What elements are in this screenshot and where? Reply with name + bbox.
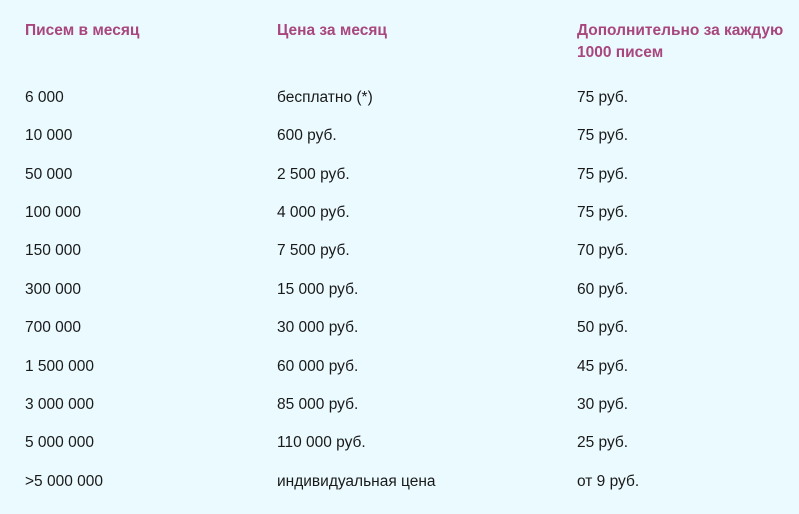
cell-letters: 50 000 bbox=[25, 166, 73, 183]
cell-extra: от 9 руб. bbox=[577, 473, 640, 490]
cell-letters: 300 000 bbox=[25, 281, 82, 298]
cell-extra: 75 руб. bbox=[577, 127, 629, 144]
table-row bbox=[0, 432, 799, 470]
header-extra-line-1: Дополнительно за каждую bbox=[577, 22, 784, 39]
header-price-per-month: Цена за месяц bbox=[277, 22, 387, 39]
table-row bbox=[0, 125, 799, 163]
cell-price: 7 500 руб. bbox=[277, 242, 350, 259]
table-header bbox=[0, 0, 799, 80]
cell-price: 110 000 руб. bbox=[277, 434, 366, 451]
cell-letters: 100 000 bbox=[25, 204, 82, 221]
cell-price: 30 000 руб. bbox=[277, 319, 359, 336]
table-row bbox=[0, 164, 799, 202]
header-extra-line-2: 1000 писем bbox=[577, 44, 664, 61]
table-row bbox=[0, 202, 799, 240]
cell-price: 600 руб. bbox=[277, 127, 337, 144]
cell-letters: 5 000 000 bbox=[25, 434, 94, 451]
header-extra-per-1000 bbox=[577, 20, 792, 64]
cell-extra: 30 руб. bbox=[577, 396, 629, 413]
cell-extra: 75 руб. bbox=[577, 166, 629, 183]
cell-price: 4 000 руб. bbox=[277, 204, 350, 221]
cell-letters: >5 000 000 bbox=[25, 473, 104, 490]
header-letters-per-month: Писем в месяц bbox=[25, 22, 140, 39]
cell-price: индивидуальная цена bbox=[277, 473, 436, 490]
cell-price: 15 000 руб. bbox=[277, 281, 359, 298]
cell-extra: 75 руб. bbox=[577, 204, 629, 221]
cell-letters: 700 000 bbox=[25, 319, 82, 336]
table-row bbox=[0, 317, 799, 355]
cell-extra: 50 руб. bbox=[577, 319, 629, 336]
table-row bbox=[0, 471, 799, 509]
cell-price: 85 000 руб. bbox=[277, 396, 359, 413]
cell-extra: 25 руб. bbox=[577, 434, 629, 451]
cell-extra: 45 руб. bbox=[577, 358, 629, 375]
cell-price: 2 500 руб. bbox=[277, 166, 350, 183]
cell-letters: 6 000 bbox=[25, 89, 64, 106]
table-row bbox=[0, 394, 799, 432]
table-row bbox=[0, 240, 799, 278]
cell-letters: 1 500 000 bbox=[25, 358, 94, 375]
cell-letters: 3 000 000 bbox=[25, 396, 94, 413]
cell-extra: 70 руб. bbox=[577, 242, 629, 259]
table-row bbox=[0, 279, 799, 317]
table-row bbox=[0, 356, 799, 394]
cell-extra: 75 руб. bbox=[577, 89, 629, 106]
cell-price: бесплатно (*) bbox=[277, 89, 373, 106]
cell-letters: 150 000 bbox=[25, 242, 82, 259]
cell-price: 60 000 руб. bbox=[277, 358, 359, 375]
table-row bbox=[0, 87, 799, 125]
cell-letters: 10 000 bbox=[25, 127, 73, 144]
cell-extra: 60 руб. bbox=[577, 281, 629, 298]
